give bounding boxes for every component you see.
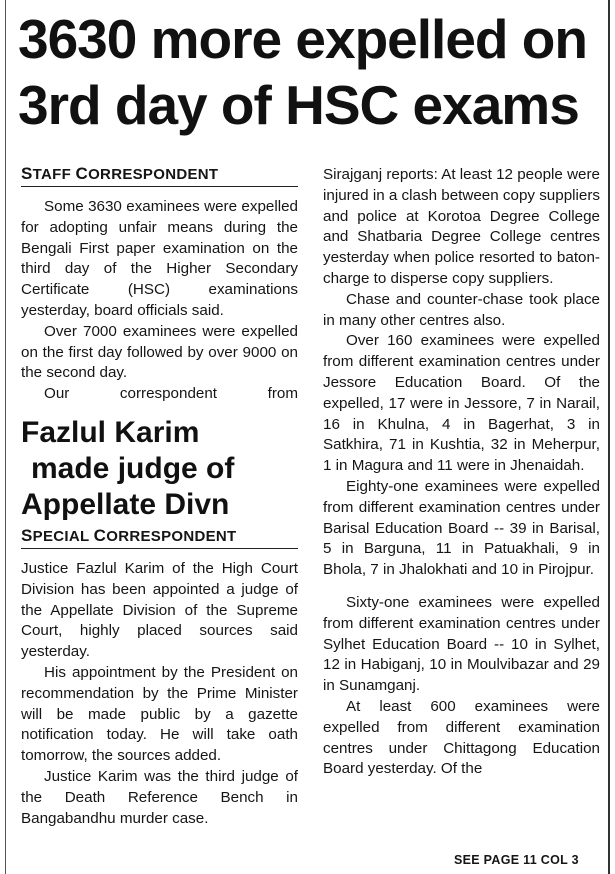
right-column	[323, 165, 600, 780]
main-headline	[18, 6, 603, 138]
main-headline-line-1: 3630 more expelled on	[18, 8, 587, 70]
story2-headline-line-1: Fazlul Karim	[21, 415, 200, 449]
main-headline-line-2: 3rd day of HSC exams	[18, 74, 579, 136]
story1-paragraph-3: Our correspondent from	[44, 385, 298, 403]
story2-headline-line-2: made judge of	[31, 451, 235, 485]
story1-byline: STAFF CORRESPONDENT	[21, 165, 298, 187]
left-column-rule	[5, 0, 6, 874]
story2-paragraph-2: His appointment by the President on recommendation by the Prime Minister will be made public by a gazette notification today. He will take oath tomorrow, the sources added.	[21, 663, 298, 765]
story1-paragraph-8: Sixty-one examinees were expelled from different examination centres under Sylhet Education Board -- 10 in Sylhet, 12 in Habiganj, 10 in Moulvibazar and 29 in Sunamganj.	[323, 593, 600, 695]
story2-paragraph-1: Justice Fazlul Karim of the High Court Division has been appointed a judge of the Appellate Division of the Supreme Court, highly placed sources said yesterday.	[21, 559, 298, 661]
story1-paragraph-6: Over 160 examinees were expelled from different examination centres under Jessore Education Board. Of the expelled, 17 were in Jessore, 7 in Narail, 16 in Khulna, 4 in Bagerhat, 3 in Satkhira, 71 in Kushtia, 32 in Meherpur, 1 in Magura and 11 were in Jhenaidah.	[323, 332, 600, 475]
story1-paragraph-4: Sirajganj reports: At least 12 people were injured in a clash between copy suppliers and police at Korotoa Degree College and Shatbaria Degree College centres yesterday when police resorted to baton-charge to disperse copy suppliers.	[323, 166, 600, 287]
paragraph-gap	[323, 581, 600, 593]
story1-paragraph-5: Chase and counter-chase took place in many other centres also.	[323, 290, 600, 329]
story1-paragraph-7: Eighty-one examinees were expelled from different examination centres under Barisal Education Board -- 39 in Barisal, 5 in Barguna, 11 in Patuakhali, 9 in Bhola, 7 in Jhalokhati and 10 in Pirojpur.	[323, 477, 600, 579]
story2-byline: SPECIAL CORRESPONDENT	[21, 527, 298, 549]
left-column	[21, 165, 298, 829]
story1-paragraph-2: Over 7000 examinees were expelled on the first day followed by over 9000 on the second day.	[21, 322, 298, 382]
story2-headline	[21, 415, 298, 523]
story1-paragraph-9: At least 600 examinees were expelled from different examination centres under Chittagong Education Board yesterday. Of the	[323, 697, 600, 778]
right-column-rule	[608, 0, 610, 874]
story2-headline-line-3: Appellate Divn	[21, 487, 230, 521]
continuation-note: SEE PAGE 11 COL 3	[454, 853, 579, 867]
story1-paragraph-1: Some 3630 examinees were expelled for adopting unfair means during the Bengali First paper examination on the third day of the Higher Secondary Certificate (HSC) examinations yesterday, board officials said.	[21, 198, 298, 319]
story2-paragraph-3: Justice Karim was the third judge of the Death Reference Bench in Bangabandhu murder case.	[21, 767, 298, 827]
